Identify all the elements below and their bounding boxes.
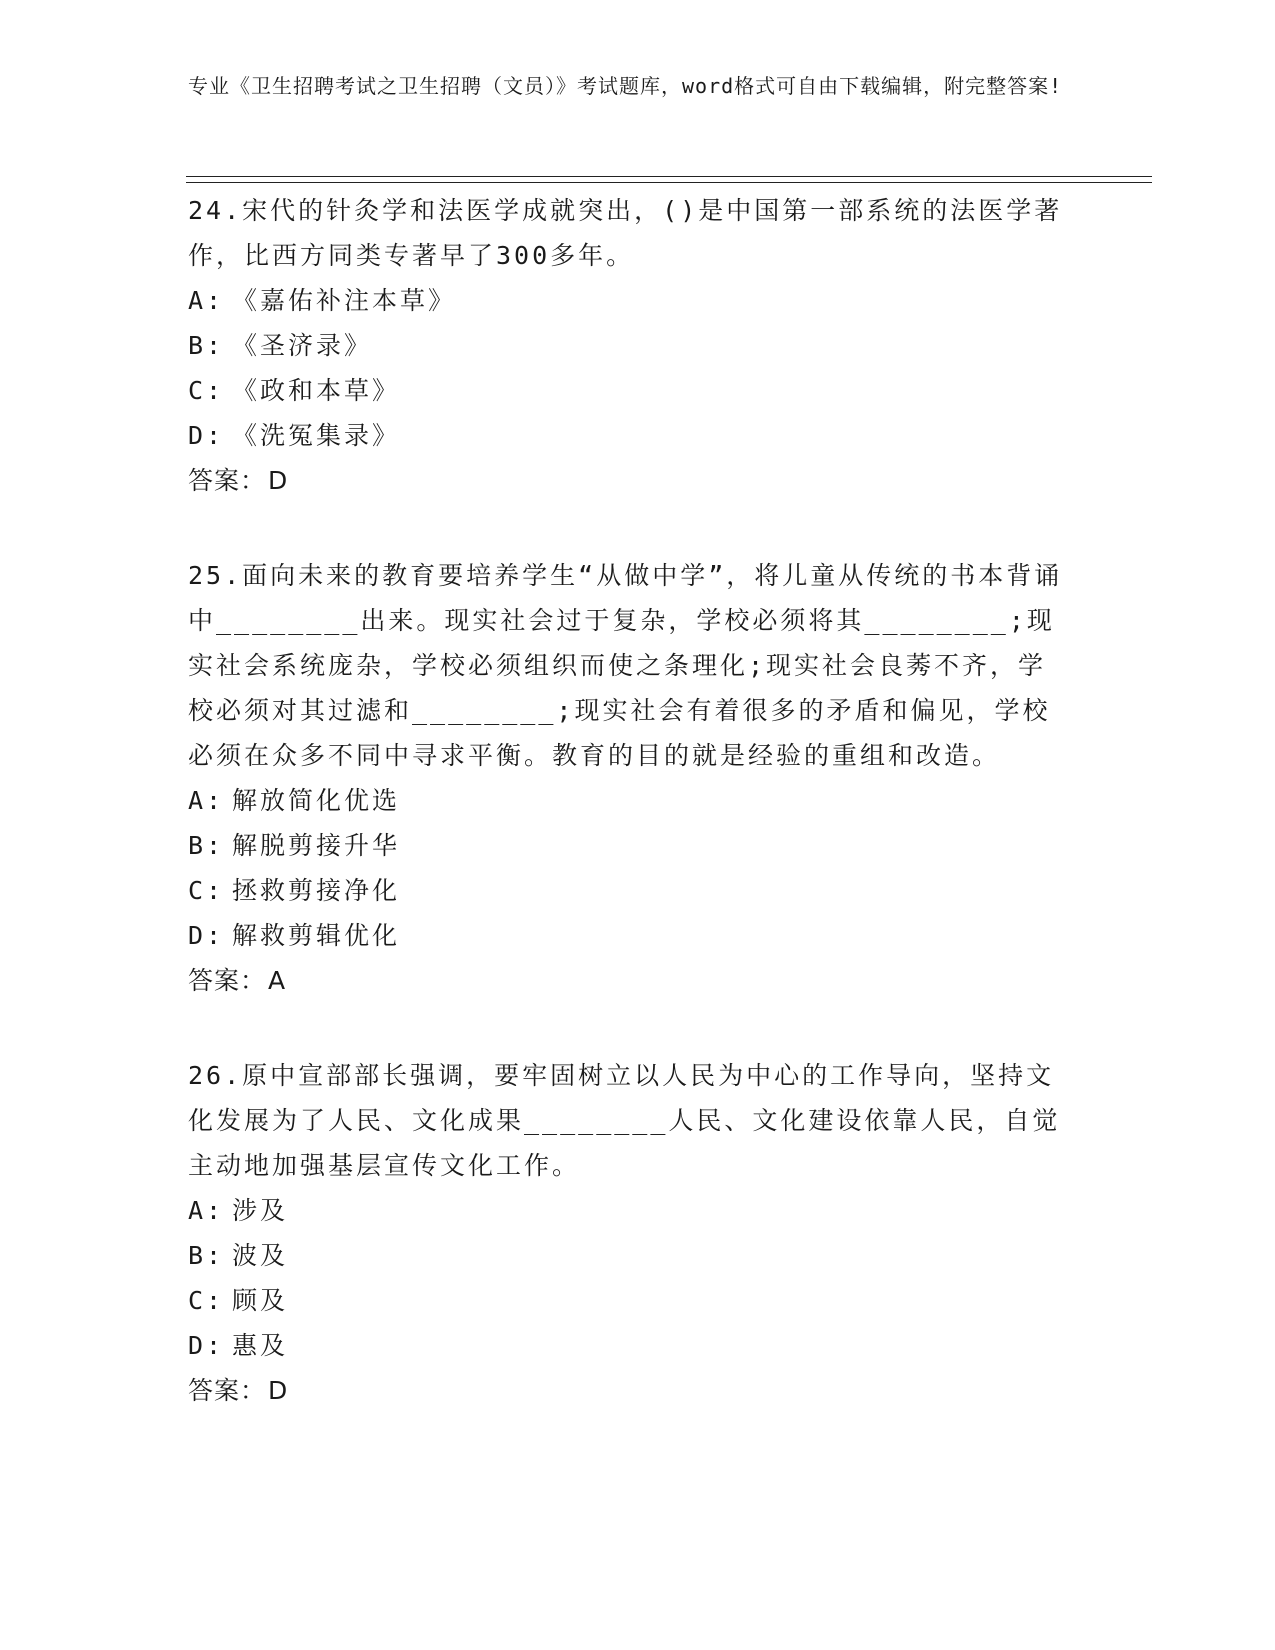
option-letter: D: xyxy=(188,1331,225,1360)
option-letter: C: xyxy=(188,1286,225,1315)
option-d xyxy=(188,913,1068,958)
option-text: 《洗冤集录》 xyxy=(232,421,401,450)
option-letter: B: xyxy=(188,1241,225,1270)
option-letter: D: xyxy=(188,421,225,450)
option-letter: C: xyxy=(188,376,225,405)
option-text: 拯救剪接净化 xyxy=(232,876,401,905)
option-letter: A: xyxy=(188,1196,225,1225)
answer-line xyxy=(188,458,1068,503)
question-25 xyxy=(188,553,1068,1003)
option-letter: A: xyxy=(188,786,225,815)
question-number: 24. xyxy=(188,196,243,225)
header-divider-top xyxy=(186,176,1152,177)
question-stem xyxy=(188,553,1068,778)
option-letter: C: xyxy=(188,876,225,905)
question-text: 面向未来的教育要培养学生“从做中学”，将儿童从传统的书本背诵中________出来。现实社会过于复杂，学校必须将其________;现实社会系统庞杂，学校必须组织而使之条理化;现实社会良莠不齐，学校必须对其过滤和________;现实社会有着很多的矛盾和偏见，学校必须在众多不同中寻求平衡。教育的目的就是经验的重组和改造。 xyxy=(188,561,1063,770)
option-text: 《圣济录》 xyxy=(232,331,373,360)
option-a xyxy=(188,778,1068,823)
answer-line xyxy=(188,1368,1068,1413)
option-c xyxy=(188,368,1068,413)
answer-label: 答案： xyxy=(188,466,267,495)
header-divider-bottom xyxy=(186,182,1152,183)
answer-line xyxy=(188,958,1068,1003)
option-text: 顾及 xyxy=(232,1286,289,1315)
option-c xyxy=(188,1278,1068,1323)
option-text: 波及 xyxy=(232,1241,289,1270)
option-text: 《嘉佑补注本草》 xyxy=(232,286,457,315)
answer-value: A xyxy=(268,966,287,995)
answer-label: 答案： xyxy=(188,1376,267,1405)
question-number: 25. xyxy=(188,561,243,590)
answer-value: D xyxy=(268,466,289,495)
option-d xyxy=(188,413,1068,458)
question-stem xyxy=(188,1053,1068,1188)
question-24 xyxy=(188,188,1068,503)
question-26 xyxy=(188,1053,1068,1413)
option-text: 解救剪辑优化 xyxy=(232,921,401,950)
option-text: 《政和本草》 xyxy=(232,376,401,405)
option-d xyxy=(188,1323,1068,1368)
option-a xyxy=(188,1188,1068,1233)
option-letter: A: xyxy=(188,286,225,315)
question-stem xyxy=(188,188,1068,278)
question-text: 原中宣部部长强调，要牢固树立以人民为中心的工作导向，坚持文化发展为了人民、文化成果________人民、文化建设依靠人民，自觉主动地加强基层宣传文化工作。 xyxy=(188,1061,1061,1180)
option-a xyxy=(188,278,1068,323)
answer-value: D xyxy=(268,1376,289,1405)
option-text: 解放简化优选 xyxy=(232,786,401,815)
question-text: 宋代的针灸学和法医学成就突出，()是中国第一部系统的法医学著作，比西方同类专著早了300多年。 xyxy=(188,196,1063,270)
option-letter: B: xyxy=(188,331,225,360)
option-text: 惠及 xyxy=(232,1331,289,1360)
option-text: 涉及 xyxy=(232,1196,289,1225)
option-b xyxy=(188,823,1068,868)
answer-label: 答案： xyxy=(188,966,267,995)
option-letter: D: xyxy=(188,921,225,950)
option-c xyxy=(188,868,1068,913)
option-text: 解脱剪接升华 xyxy=(232,831,401,860)
option-letter: B: xyxy=(188,831,225,860)
document-header: 专业《卫生招聘考试之卫生招聘（文员）》考试题库，word格式可自由下载编辑，附完整答案! xyxy=(188,74,1063,98)
option-b xyxy=(188,1233,1068,1278)
option-b xyxy=(188,323,1068,368)
question-number: 26. xyxy=(188,1061,243,1090)
